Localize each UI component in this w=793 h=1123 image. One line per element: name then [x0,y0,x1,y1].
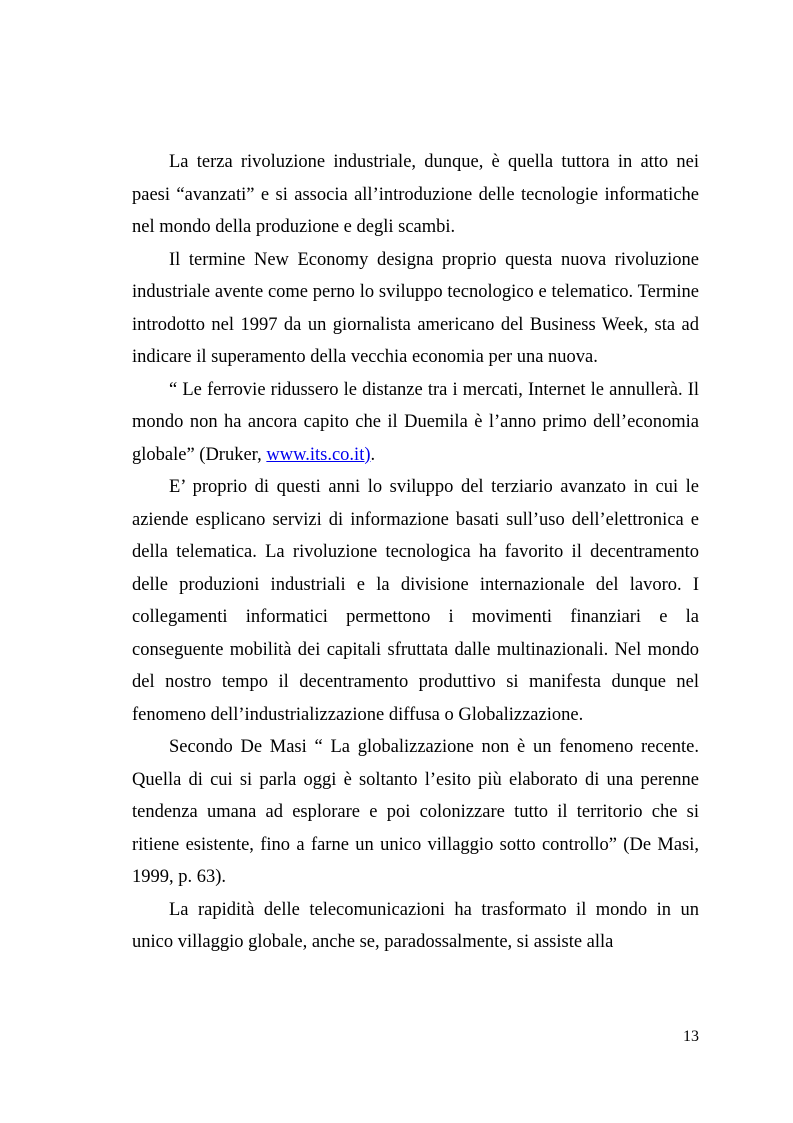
paragraph-de-masi-quote: Secondo De Masi “ La globalizzazione non è un fenomeno recente. Quella di cui si parla oggi è soltanto l’esito più elaborato di una perenne tendenza umana ad esplorare e poi colonizzare tutto il territorio che si ritiene esistente, fino a farne un unico villaggio sotto controllo” (De Masi, 1999, p. 63). [132,737,699,887]
paragraph-terziario-avanzato: E’ proprio di questi anni lo sviluppo del terziario avanzato in cui le aziende esplicano servizi di informazione basati sull’uso dell’elettronica e della telematica. La rivoluzione tecnologica ha favorito il decentramento delle produzioni industriali e la divisione internazionale del lavoro. I collegamenti informatici permettono i movimenti finanziari e la conseguente mobilità dei capitali sfruttata dalle multinazionali. Nel mondo del nostro tempo il decentramento produttivo si manifesta dunque nel fenomeno dell’industrializzazione diffusa o Globalizzazione. [132,477,699,725]
paragraph-telecomunicazioni: La rapidità delle telecomunicazioni ha trasformato il mondo in un unico villaggio globale, anche se, paradossalmente, si assiste alla [132,899,699,952]
page-body [132,146,699,959]
paragraph-druker-quote [132,374,699,472]
paragraph-terza-rivoluzione: La terza rivoluzione industriale, dunque, è quella tuttora in atto nei paesi “avanzati” e si associa all’introduzione delle tecnologie informatiche nel mondo della produzione e degli scambi. [132,152,699,237]
paragraph-new-economy: Il termine New Economy designa proprio questa nuova rivoluzione industriale avente come perno lo sviluppo tecnologico e telematico. Termine introdotto nel 1997 da un giornalista americano del Business Week, sta ad indicare il superamento della vecchia economia per una nuova. [132,249,699,367]
druker-quote-end: . [370,444,376,465]
page-number: 13 [683,1028,699,1045]
its-website-link[interactable]: www.its.co.it) [266,444,371,465]
druker-quote-text: “ Le ferrovie ridussero le distanze tra i mercati, Internet le annullerà. Il mondo non ha ancora capito che il Duemila è l’anno primo dell’economia globale” (Druker, [132,379,699,465]
